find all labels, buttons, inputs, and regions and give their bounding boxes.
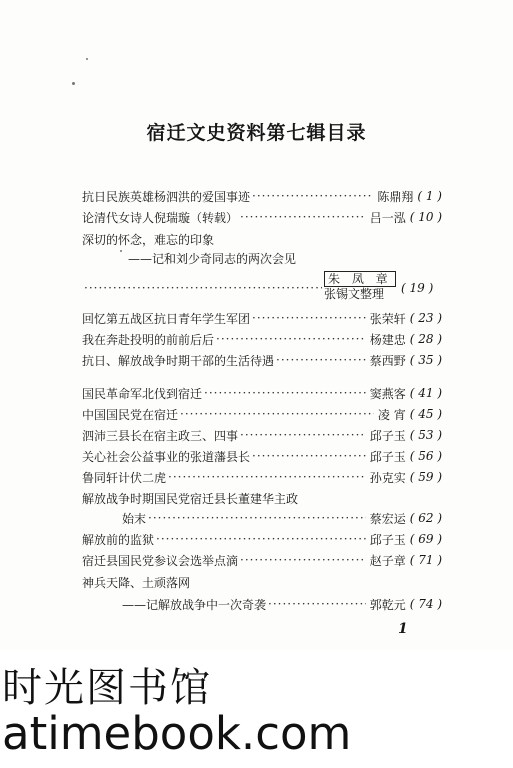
leader-dots (250, 189, 373, 203)
toc-entry-page: ( 74 ) (409, 597, 442, 611)
toc-entry-page: ( 59 ) (409, 470, 442, 484)
toc-entry-title: 鲁同轩计伏二虎 (82, 470, 167, 485)
leader-dots (82, 281, 322, 295)
toc-entry (82, 550, 442, 570)
toc-entry-author: 吕一泓 (369, 210, 406, 225)
toc-entry (82, 350, 442, 370)
leader-dots (178, 407, 374, 421)
toc-entry-authors (324, 272, 396, 302)
toc-entry (82, 329, 442, 349)
toc-entry-page: ( 69 ) (409, 532, 442, 546)
toc-entry (82, 383, 442, 403)
toc-entry-leader (82, 278, 322, 298)
toc-entry-author: 赵子章 (369, 553, 406, 568)
toc-entry-page: ( 10 ) (409, 210, 442, 224)
leader-dots (238, 428, 366, 442)
toc-entry-title: 神兵天降、土顽落网 (82, 576, 191, 590)
toc-entry-title-cont: 始末 (122, 511, 147, 526)
toc-entry-author: 郭乾元 (369, 597, 406, 612)
toc-entry-title: 关心社会公益事业的张道藩县长 (82, 449, 251, 464)
print-speck (72, 82, 75, 85)
leader-dots (250, 311, 366, 325)
toc-entry-author: 蔡西野 (369, 353, 406, 368)
toc-entry-page: ( 23 ) (409, 311, 442, 325)
toc-entry-author: 蔡宏运 (369, 511, 406, 526)
toc-entry-title: 解放前的监狱 (82, 532, 155, 547)
toc-entry-page: ( 19 ) (401, 281, 434, 295)
leader-dots (250, 449, 366, 463)
toc-entry-title: 抗日民族英雄杨泗洪的爱国事迹 (82, 189, 251, 204)
toc-entry-title: 论清代女诗人倪瑞璇（转载） (82, 210, 239, 225)
toc-entry (82, 404, 442, 424)
toc-entry-title: 回忆第五战区抗日青年学生军团 (82, 311, 251, 326)
toc-entry-author: 窦燕客 (369, 386, 406, 401)
toc-entry-title: 泗沛三县长在宿主政三、四事 (82, 428, 239, 443)
toc-entry-title: 宿迁县国民党参议会选举点滴 (82, 553, 239, 568)
toc-entry (82, 446, 442, 466)
toc-entry-author: 杨建忠 (369, 332, 406, 347)
leader-dots (146, 511, 366, 525)
toc-entry-page: ( 35 ) (409, 353, 442, 367)
toc-entry-subtitle: ——记解放战争中一次奇袭 (122, 597, 267, 612)
watermark-text-url: atimebook.com (2, 707, 352, 760)
leader-dots (214, 332, 366, 346)
toc-entry-author: 陈鼎翔 (377, 189, 414, 204)
toc-entry-page: ( 62 ) (409, 511, 442, 525)
leader-dots (238, 553, 366, 567)
toc-entry-author: 邱子玉 (369, 428, 406, 443)
toc-entry-title: 国民革命军北伐到宿迁 (82, 386, 203, 401)
toc-entry-title: 中国国民党在宿迁 (82, 407, 179, 422)
toc-entry (82, 207, 442, 227)
toc-entry-author: 邱子玉 (369, 532, 406, 547)
toc-entry (82, 308, 442, 328)
leader-dots (238, 210, 366, 224)
toc-entry-author: 孙克实 (369, 470, 406, 485)
page-number: 1 (398, 621, 408, 637)
leader-dots (166, 470, 366, 484)
page-title: 宿迁文史资料第七辑目录 (146, 122, 367, 144)
toc-entry-title: 深切的怀念，难忘的印象 (82, 233, 215, 247)
leader-dots (274, 353, 366, 367)
print-speck (120, 250, 122, 252)
toc-entry-title: 抗日、解放战争时期干部的生活待遇 (82, 353, 275, 368)
toc-entry (82, 186, 442, 206)
toc-entry-page: ( 41 ) (409, 386, 442, 400)
toc-entry-title: 解放战争时期国民党宿迁县长董建华主政 (82, 492, 299, 506)
toc-entry-page: ( 56 ) (409, 449, 442, 463)
toc-entry-page: ( 45 ) (409, 407, 442, 421)
toc-entry-page: ( 1 ) (417, 189, 442, 203)
toc-entry-title: 我在奔赴投明的前前后后 (82, 332, 215, 347)
toc-entry (122, 594, 442, 614)
toc-entry (82, 467, 442, 487)
toc-entry-author: 邱子玉 (369, 449, 406, 464)
print-speck (86, 58, 88, 60)
toc-entry-author-boxed: 朱 凤 章 (324, 271, 396, 287)
toc-entry (82, 425, 442, 445)
toc-entry (122, 508, 442, 528)
toc-entry-page: ( 53 ) (409, 428, 442, 442)
leader-dots (202, 386, 366, 400)
toc-entry-subtitle: ——记和刘少奇同志的两次会见 (128, 252, 297, 266)
leader-dots (266, 597, 366, 611)
toc-entry-page: ( 28 ) (409, 332, 442, 346)
toc-entry-author: 张荣轩 (369, 311, 406, 326)
watermark-text-chinese: 时光图书馆 (2, 665, 212, 711)
toc-entry (82, 529, 442, 549)
toc-entry-author: 张锡文整理 (324, 287, 385, 301)
leader-dots (154, 532, 366, 546)
toc-entry-page: ( 71 ) (409, 553, 442, 567)
toc-entry-author: 凌 宵 (377, 407, 406, 422)
